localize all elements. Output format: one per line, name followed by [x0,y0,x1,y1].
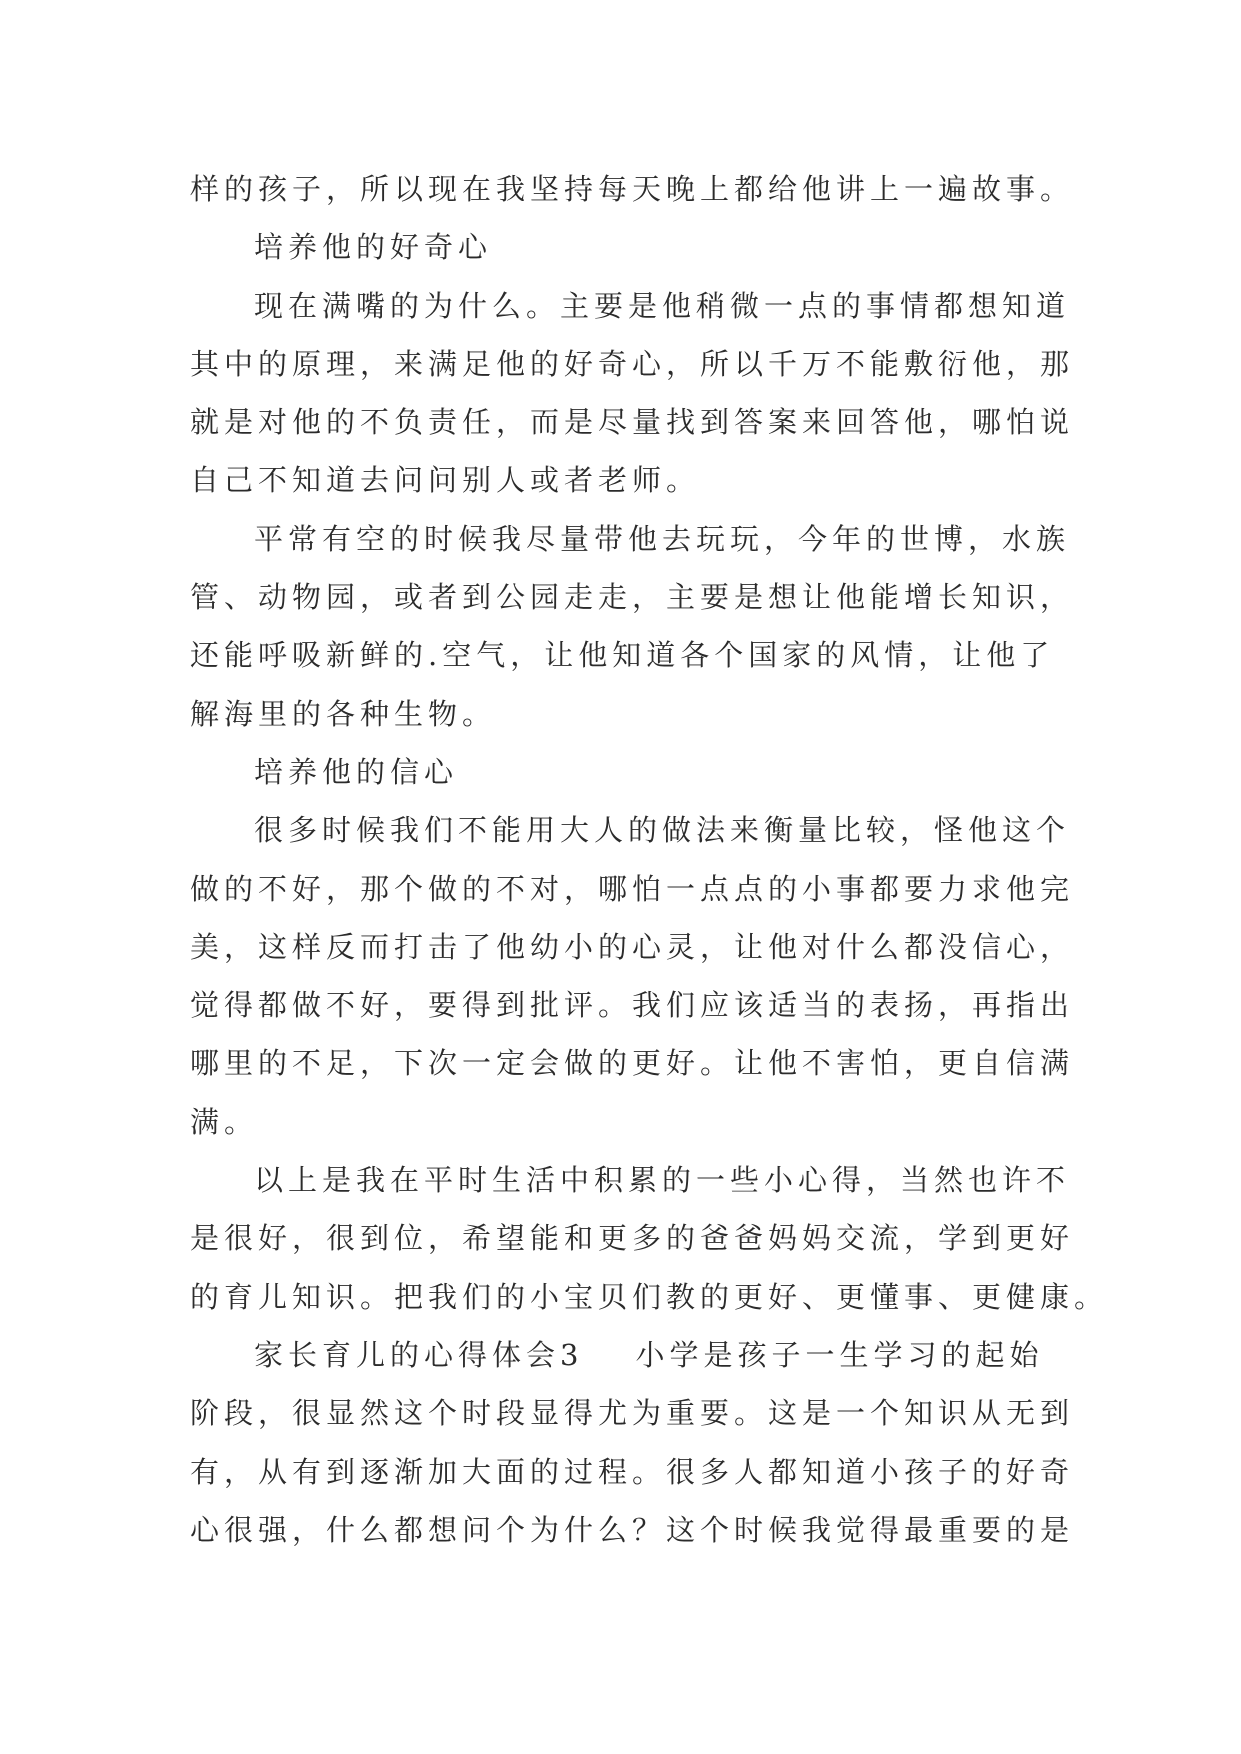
paragraph-line: 做的不好，那个做的不对，哪怕一点点的小事都要力求他完 [190,871,1075,906]
paragraph-line: 是很好，很到位，希望能和更多的爸爸妈妈交流，学到更好 [190,1221,1075,1256]
paragraph-line: 满。 [190,1104,259,1139]
section-heading-curiosity: 培养他的好奇心 [254,230,493,265]
paragraph-line: 的育儿知识。把我们的小宝贝们教的更好、更懂事、更健康。 [190,1279,1109,1314]
section-heading-confidence: 培养他的信心 [254,754,459,789]
paragraph-line: 自己不知道去问问别人或者老师。 [190,463,701,498]
paragraph-line: 以上是我在平时生活中积累的一些小心得，当然也许不 [254,1163,1071,1198]
paragraph-line: 现在满嘴的为什么。主要是他稍微一点的事情都想知道 [254,288,1071,323]
paragraph-line: 解海里的各种生物。 [190,696,497,731]
section3-heading: 家长育儿的心得体会3 [254,1337,584,1372]
section3-first-text: 小学是孩子一生学习的起始 [635,1337,1044,1372]
paragraph-line: 还能呼吸新鲜的.空气，让他知道各个国家的风情，让他了 [190,638,1055,673]
section3-first-line [190,1326,1070,1384]
paragraph-line: 平常有空的时候我尽量带他去玩玩，今年的世博，水族 [254,521,1071,556]
paragraph-line: 美，这样反而打击了他幼小的心灵，让他对什么都没信心， [190,929,1075,964]
paragraph-line: 觉得都做不好，要得到批评。我们应该适当的表扬，再指出 [190,988,1075,1023]
paragraph-line: 阶段，很显然这个时段显得尤为重要。这是一个知识从无到 [190,1396,1075,1431]
paragraph-line: 就是对他的不负责任，而是尽量找到答案来回答他，哪怕说 [190,405,1075,440]
paragraph-line: 管、动物园，或者到公园走走，主要是想让他能增长知识， [190,580,1075,615]
paragraph-line: 其中的原理，来满足他的好奇心，所以千万不能敷衍他，那 [190,346,1075,381]
paragraph-line: 很多时候我们不能用大人的做法来衡量比较，怪他这个 [254,813,1071,848]
paragraph-line: 哪里的不足，下次一定会做的更好。让他不害怕，更自信满 [190,1046,1075,1081]
paragraph-line: 样的孩子，所以现在我坚持每天晚上都给他讲上一遍故事。 [190,172,1075,206]
document-body [190,160,1109,1559]
paragraph-line: 有，从有到逐渐加大面的过程。很多人都知道小孩子的好奇 [190,1454,1075,1489]
paragraph-line: 心很强，什么都想问个为什么？这个时候我觉得最重要的是 [190,1512,1075,1547]
